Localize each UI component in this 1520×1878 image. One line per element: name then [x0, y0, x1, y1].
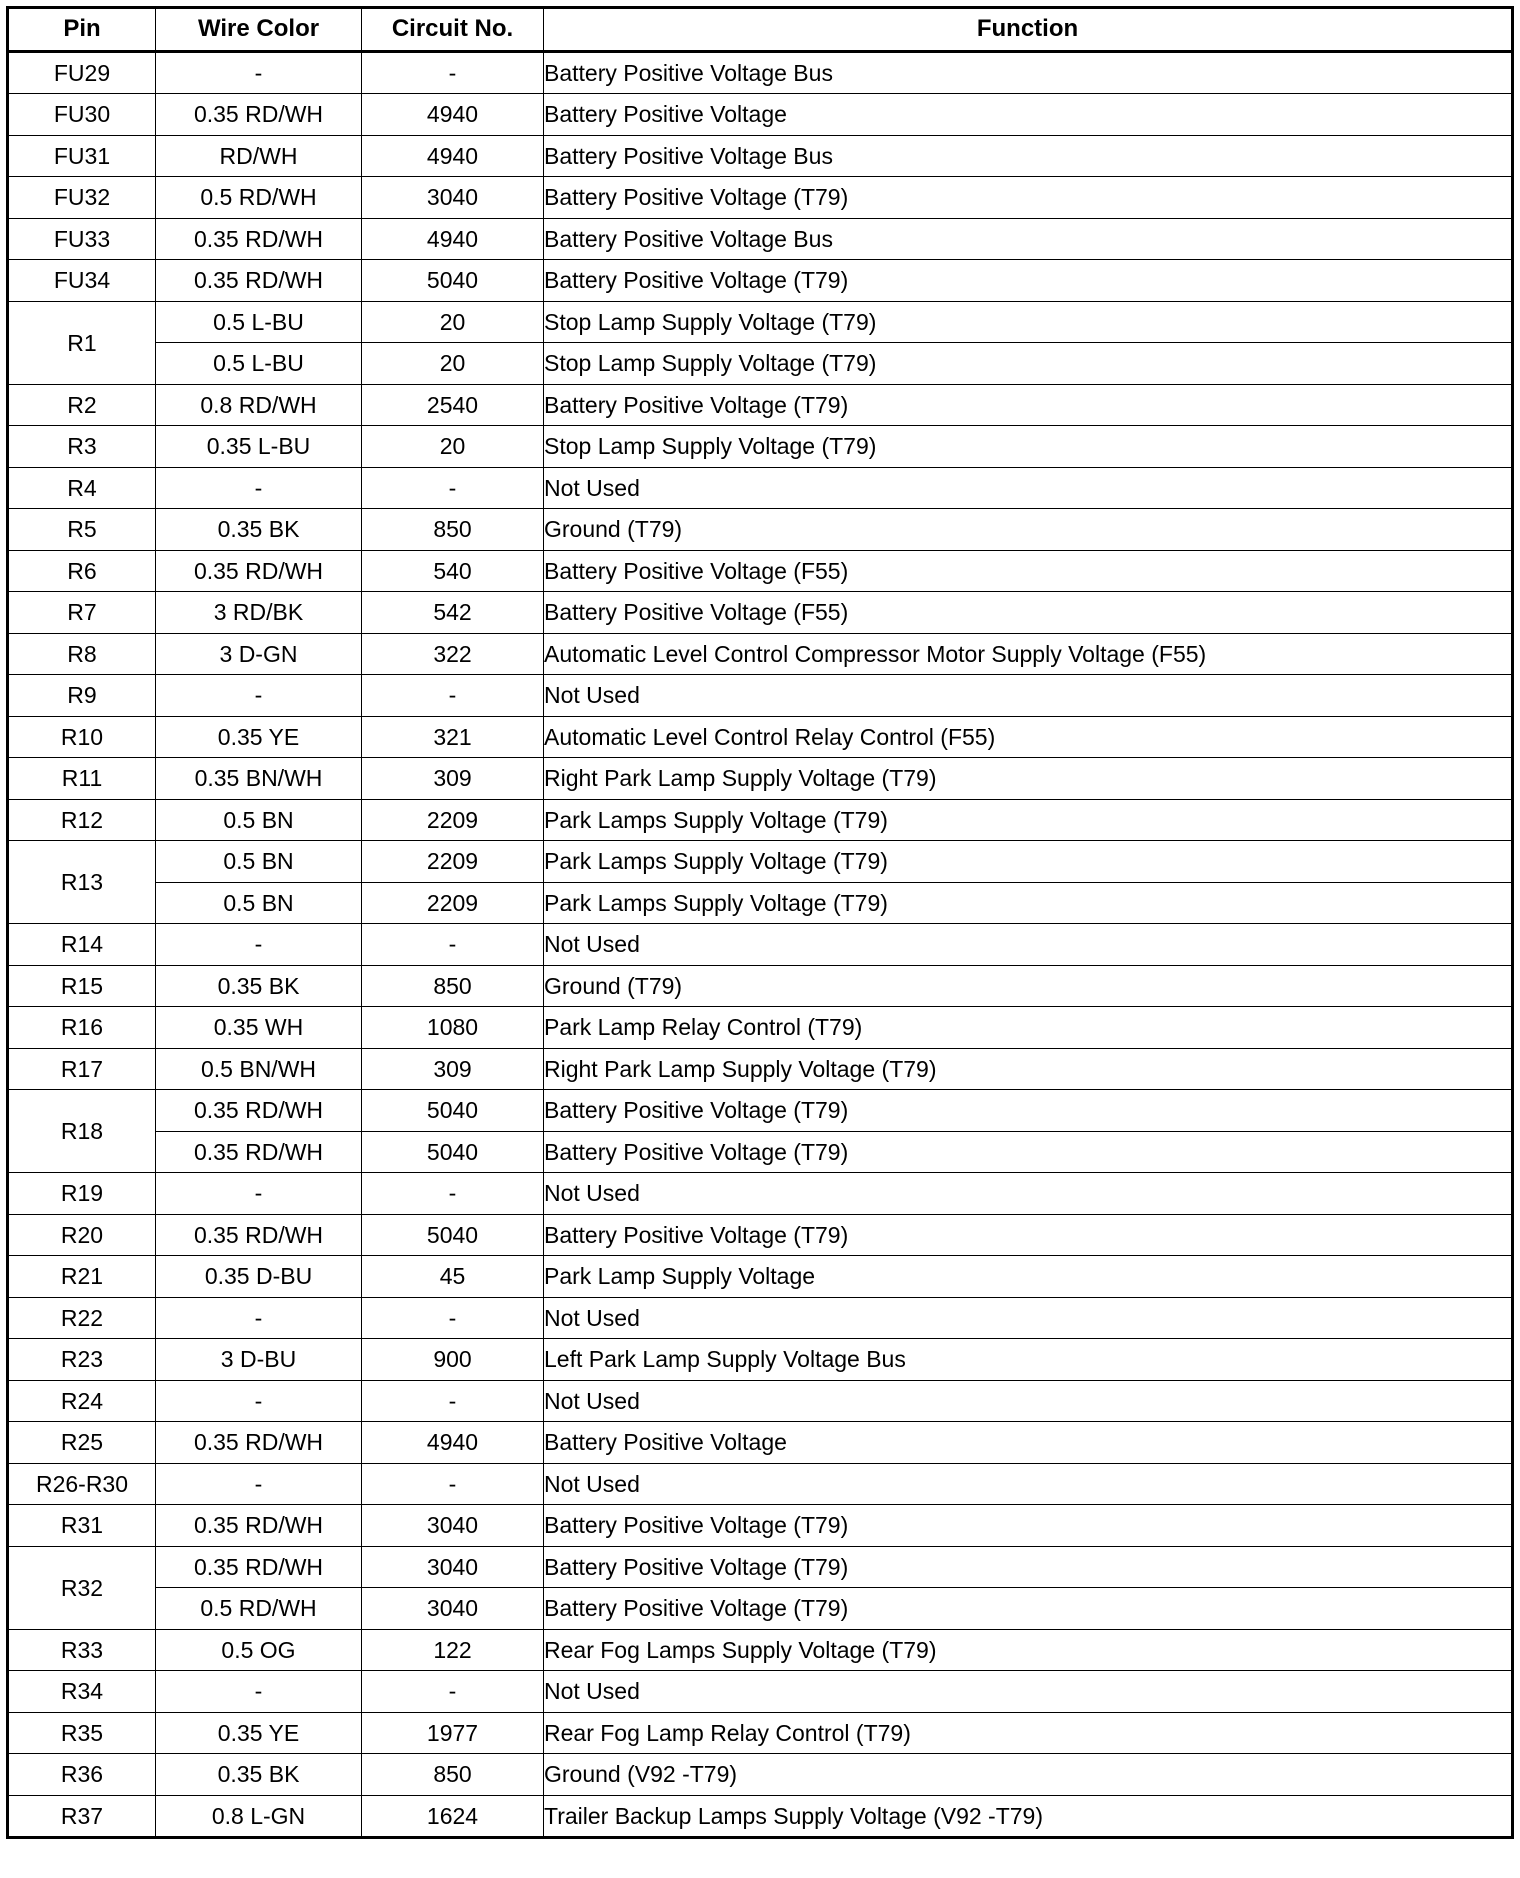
wire-color-cell: -: [156, 467, 362, 509]
function-cell: Ground (T79): [544, 965, 1513, 1007]
circuit-no-cell: 540: [362, 550, 544, 592]
circuit-no-cell: 4940: [362, 1422, 544, 1464]
table-row: [8, 1795, 1513, 1838]
circuit-no-cell: 3040: [362, 1588, 544, 1630]
circuit-no-cell: 20: [362, 301, 544, 343]
pin-cell: FU31: [8, 135, 156, 177]
pin-cell: R25: [8, 1422, 156, 1464]
function-cell: Battery Positive Voltage (T79): [544, 177, 1513, 219]
table-row: [8, 94, 1513, 136]
circuit-no-cell: 321: [362, 716, 544, 758]
function-cell: Automatic Level Control Relay Control (F55): [544, 716, 1513, 758]
wire-color-cell: 0.5 RD/WH: [156, 177, 362, 219]
circuit-no-cell: 5040: [362, 260, 544, 302]
function-cell: Battery Positive Voltage Bus: [544, 51, 1513, 94]
table-row: [8, 1463, 1513, 1505]
wire-color-cell: 0.35 RD/WH: [156, 260, 362, 302]
function-cell: Not Used: [544, 467, 1513, 509]
pin-cell: R12: [8, 799, 156, 841]
function-cell: Battery Positive Voltage: [544, 94, 1513, 136]
header-row: [8, 8, 1513, 52]
function-cell: Stop Lamp Supply Voltage (T79): [544, 426, 1513, 468]
circuit-no-cell: 5040: [362, 1131, 544, 1173]
wire-color-cell: RD/WH: [156, 135, 362, 177]
circuit-no-cell: 900: [362, 1339, 544, 1381]
function-cell: Stop Lamp Supply Voltage (T79): [544, 343, 1513, 385]
table-row: [8, 716, 1513, 758]
pin-cell: R8: [8, 633, 156, 675]
circuit-no-cell: -: [362, 675, 544, 717]
pin-cell: R21: [8, 1256, 156, 1298]
pin-cell: R36: [8, 1754, 156, 1796]
function-cell: Park Lamp Relay Control (T79): [544, 1007, 1513, 1049]
circuit-no-cell: 542: [362, 592, 544, 634]
pin-cell: FU32: [8, 177, 156, 219]
wire-color-cell: 0.35 RD/WH: [156, 550, 362, 592]
function-cell: Battery Positive Voltage Bus: [544, 218, 1513, 260]
circuit-no-cell: -: [362, 1671, 544, 1713]
circuit-no-cell: 5040: [362, 1090, 544, 1132]
table-row: [8, 1007, 1513, 1049]
table-row: [8, 1090, 1513, 1132]
function-cell: Battery Positive Voltage (T79): [544, 1546, 1513, 1588]
wire-color-cell: 0.5 L-BU: [156, 301, 362, 343]
pin-cell: R11: [8, 758, 156, 800]
table-row: [8, 1546, 1513, 1588]
wire-color-cell: 0.35 WH: [156, 1007, 362, 1049]
pin-cell: R24: [8, 1380, 156, 1422]
table-row: [8, 1629, 1513, 1671]
circuit-no-cell: 2209: [362, 882, 544, 924]
function-cell: Battery Positive Voltage (T79): [544, 1588, 1513, 1630]
table-row: [8, 51, 1513, 94]
wire-color-cell: 0.35 RD/WH: [156, 1131, 362, 1173]
pin-cell: R1: [8, 301, 156, 384]
table-row: [8, 1380, 1513, 1422]
table-row: [8, 384, 1513, 426]
circuit-no-cell: 850: [362, 965, 544, 1007]
function-cell: Not Used: [544, 1463, 1513, 1505]
table-row: [8, 1588, 1513, 1630]
pin-cell: R35: [8, 1712, 156, 1754]
wire-color-cell: 0.35 RD/WH: [156, 1505, 362, 1547]
table-row: [8, 1339, 1513, 1381]
pin-cell: R33: [8, 1629, 156, 1671]
function-cell: Right Park Lamp Supply Voltage (T79): [544, 758, 1513, 800]
wire-color-cell: -: [156, 1173, 362, 1215]
function-cell: Not Used: [544, 1671, 1513, 1713]
wire-color-cell: 0.5 BN: [156, 841, 362, 883]
wire-color-cell: 0.35 D-BU: [156, 1256, 362, 1298]
circuit-no-cell: 322: [362, 633, 544, 675]
pin-cell: R23: [8, 1339, 156, 1381]
pin-cell: R26-R30: [8, 1463, 156, 1505]
function-cell: Ground (T79): [544, 509, 1513, 551]
pin-cell: R15: [8, 965, 156, 1007]
table-row: [8, 758, 1513, 800]
wire-color-cell: 0.5 BN: [156, 882, 362, 924]
wire-color-cell: 0.35 RD/WH: [156, 1422, 362, 1464]
table-header: [8, 8, 1513, 52]
circuit-no-cell: 309: [362, 1048, 544, 1090]
pin-cell: R5: [8, 509, 156, 551]
wire-color-cell: 3 D-BU: [156, 1339, 362, 1381]
wire-color-cell: -: [156, 51, 362, 94]
function-cell: Park Lamps Supply Voltage (T79): [544, 882, 1513, 924]
wire-color-cell: 0.35 RD/WH: [156, 218, 362, 260]
table-row: [8, 1422, 1513, 1464]
table-row: [8, 965, 1513, 1007]
wire-color-cell: 0.35 RD/WH: [156, 1090, 362, 1132]
function-cell: Battery Positive Voltage (F55): [544, 592, 1513, 634]
table-row: [8, 841, 1513, 883]
wire-color-cell: 0.35 RD/WH: [156, 1546, 362, 1588]
wire-color-cell: 0.35 BK: [156, 965, 362, 1007]
function-cell: Battery Positive Voltage (T79): [544, 1090, 1513, 1132]
pin-cell: R13: [8, 841, 156, 924]
wire-color-cell: 0.35 RD/WH: [156, 94, 362, 136]
circuit-no-cell: 3040: [362, 1546, 544, 1588]
function-cell: Not Used: [544, 924, 1513, 966]
function-cell: Trailer Backup Lamps Supply Voltage (V92 -T79): [544, 1795, 1513, 1838]
header-wire-color: Wire Color: [156, 8, 362, 52]
function-cell: Ground (V92 -T79): [544, 1754, 1513, 1796]
table-row: [8, 426, 1513, 468]
function-cell: Park Lamps Supply Voltage (T79): [544, 841, 1513, 883]
wire-color-cell: -: [156, 1671, 362, 1713]
pin-cell: R31: [8, 1505, 156, 1547]
pin-cell: FU29: [8, 51, 156, 94]
wire-color-cell: 0.8 L-GN: [156, 1795, 362, 1838]
table-row: [8, 1297, 1513, 1339]
wire-color-cell: 3 RD/BK: [156, 592, 362, 634]
wire-color-cell: -: [156, 1463, 362, 1505]
function-cell: Battery Positive Voltage (T79): [544, 1214, 1513, 1256]
circuit-no-cell: 122: [362, 1629, 544, 1671]
pin-cell: R17: [8, 1048, 156, 1090]
pin-cell: R7: [8, 592, 156, 634]
wire-color-cell: 0.5 BN/WH: [156, 1048, 362, 1090]
wire-color-cell: 0.35 BK: [156, 509, 362, 551]
table-row: [8, 799, 1513, 841]
circuit-no-cell: 3040: [362, 177, 544, 219]
function-cell: Battery Positive Voltage Bus: [544, 135, 1513, 177]
function-cell: Not Used: [544, 675, 1513, 717]
function-cell: Not Used: [544, 1297, 1513, 1339]
wire-color-cell: 0.35 L-BU: [156, 426, 362, 468]
circuit-no-cell: 2209: [362, 841, 544, 883]
circuit-no-cell: 2540: [362, 384, 544, 426]
circuit-no-cell: 1624: [362, 1795, 544, 1838]
circuit-no-cell: -: [362, 1380, 544, 1422]
wire-color-cell: 0.5 BN: [156, 799, 362, 841]
function-cell: Right Park Lamp Supply Voltage (T79): [544, 1048, 1513, 1090]
circuit-no-cell: -: [362, 1463, 544, 1505]
function-cell: Rear Fog Lamps Supply Voltage (T79): [544, 1629, 1513, 1671]
table-row: [8, 1214, 1513, 1256]
circuit-no-cell: 2209: [362, 799, 544, 841]
circuit-no-cell: 4940: [362, 135, 544, 177]
table-body: [8, 51, 1513, 1838]
wire-color-cell: 0.5 RD/WH: [156, 1588, 362, 1630]
table-row: [8, 1505, 1513, 1547]
wire-color-cell: 0.35 YE: [156, 716, 362, 758]
function-cell: Battery Positive Voltage (T79): [544, 1505, 1513, 1547]
wire-color-cell: -: [156, 1380, 362, 1422]
circuit-no-cell: -: [362, 51, 544, 94]
circuit-no-cell: 1977: [362, 1712, 544, 1754]
circuit-no-cell: 4940: [362, 94, 544, 136]
circuit-no-cell: 4940: [362, 218, 544, 260]
function-cell: Not Used: [544, 1173, 1513, 1215]
table-row: [8, 924, 1513, 966]
pin-cell: R34: [8, 1671, 156, 1713]
function-cell: Rear Fog Lamp Relay Control (T79): [544, 1712, 1513, 1754]
table-row: [8, 177, 1513, 219]
table-row: [8, 882, 1513, 924]
pin-cell: R14: [8, 924, 156, 966]
table-row: [8, 343, 1513, 385]
pin-cell: R37: [8, 1795, 156, 1838]
table-row: [8, 1048, 1513, 1090]
function-cell: Park Lamp Supply Voltage: [544, 1256, 1513, 1298]
pin-cell: R20: [8, 1214, 156, 1256]
circuit-no-cell: 850: [362, 509, 544, 551]
circuit-no-cell: 20: [362, 426, 544, 468]
table-row: [8, 675, 1513, 717]
table-row: [8, 467, 1513, 509]
wire-color-cell: 0.35 RD/WH: [156, 1214, 362, 1256]
header-pin: Pin: [8, 8, 156, 52]
table-row: [8, 1671, 1513, 1713]
pin-cell: R9: [8, 675, 156, 717]
wire-color-cell: 3 D-GN: [156, 633, 362, 675]
function-cell: Battery Positive Voltage (T79): [544, 1131, 1513, 1173]
circuit-no-cell: -: [362, 924, 544, 966]
wire-color-cell: 0.35 BN/WH: [156, 758, 362, 800]
table-row: [8, 260, 1513, 302]
function-cell: Battery Positive Voltage (F55): [544, 550, 1513, 592]
function-cell: Battery Positive Voltage: [544, 1422, 1513, 1464]
table-row: [8, 550, 1513, 592]
circuit-no-cell: 309: [362, 758, 544, 800]
table-row: [8, 509, 1513, 551]
pin-cell: R18: [8, 1090, 156, 1173]
table-row: [8, 301, 1513, 343]
wire-color-cell: 0.35 BK: [156, 1754, 362, 1796]
circuit-no-cell: -: [362, 1297, 544, 1339]
circuit-no-cell: 5040: [362, 1214, 544, 1256]
pin-cell: R10: [8, 716, 156, 758]
pin-cell: R32: [8, 1546, 156, 1629]
table-row: [8, 218, 1513, 260]
table-row: [8, 1131, 1513, 1173]
pin-cell: R22: [8, 1297, 156, 1339]
wire-color-cell: 0.8 RD/WH: [156, 384, 362, 426]
circuit-no-cell: -: [362, 1173, 544, 1215]
table-row: [8, 1173, 1513, 1215]
wire-color-cell: 0.35 YE: [156, 1712, 362, 1754]
wire-color-cell: -: [156, 675, 362, 717]
pin-cell: R19: [8, 1173, 156, 1215]
circuit-no-cell: 45: [362, 1256, 544, 1298]
header-function: Function: [544, 8, 1513, 52]
connector-pin-table: [6, 6, 1514, 1839]
pin-cell: FU33: [8, 218, 156, 260]
pin-cell: FU34: [8, 260, 156, 302]
function-cell: Not Used: [544, 1380, 1513, 1422]
function-cell: Park Lamps Supply Voltage (T79): [544, 799, 1513, 841]
pin-cell: R2: [8, 384, 156, 426]
circuit-no-cell: -: [362, 467, 544, 509]
circuit-no-cell: 20: [362, 343, 544, 385]
wire-color-cell: 0.5 L-BU: [156, 343, 362, 385]
table-row: [8, 1754, 1513, 1796]
table-row: [8, 135, 1513, 177]
pin-cell: R4: [8, 467, 156, 509]
header-circuit-no: Circuit No.: [362, 8, 544, 52]
wire-color-cell: 0.5 OG: [156, 1629, 362, 1671]
table-row: [8, 1712, 1513, 1754]
pin-cell: FU30: [8, 94, 156, 136]
circuit-no-cell: 1080: [362, 1007, 544, 1049]
function-cell: Battery Positive Voltage (T79): [544, 384, 1513, 426]
table-row: [8, 1256, 1513, 1298]
wire-color-cell: -: [156, 924, 362, 966]
pin-cell: R3: [8, 426, 156, 468]
circuit-no-cell: 3040: [362, 1505, 544, 1547]
table-row: [8, 633, 1513, 675]
circuit-no-cell: 850: [362, 1754, 544, 1796]
pin-cell: R16: [8, 1007, 156, 1049]
function-cell: Stop Lamp Supply Voltage (T79): [544, 301, 1513, 343]
function-cell: Battery Positive Voltage (T79): [544, 260, 1513, 302]
function-cell: Automatic Level Control Compressor Motor Supply Voltage (F55): [544, 633, 1513, 675]
function-cell: Left Park Lamp Supply Voltage Bus: [544, 1339, 1513, 1381]
table-row: [8, 592, 1513, 634]
wire-color-cell: -: [156, 1297, 362, 1339]
pin-cell: R6: [8, 550, 156, 592]
